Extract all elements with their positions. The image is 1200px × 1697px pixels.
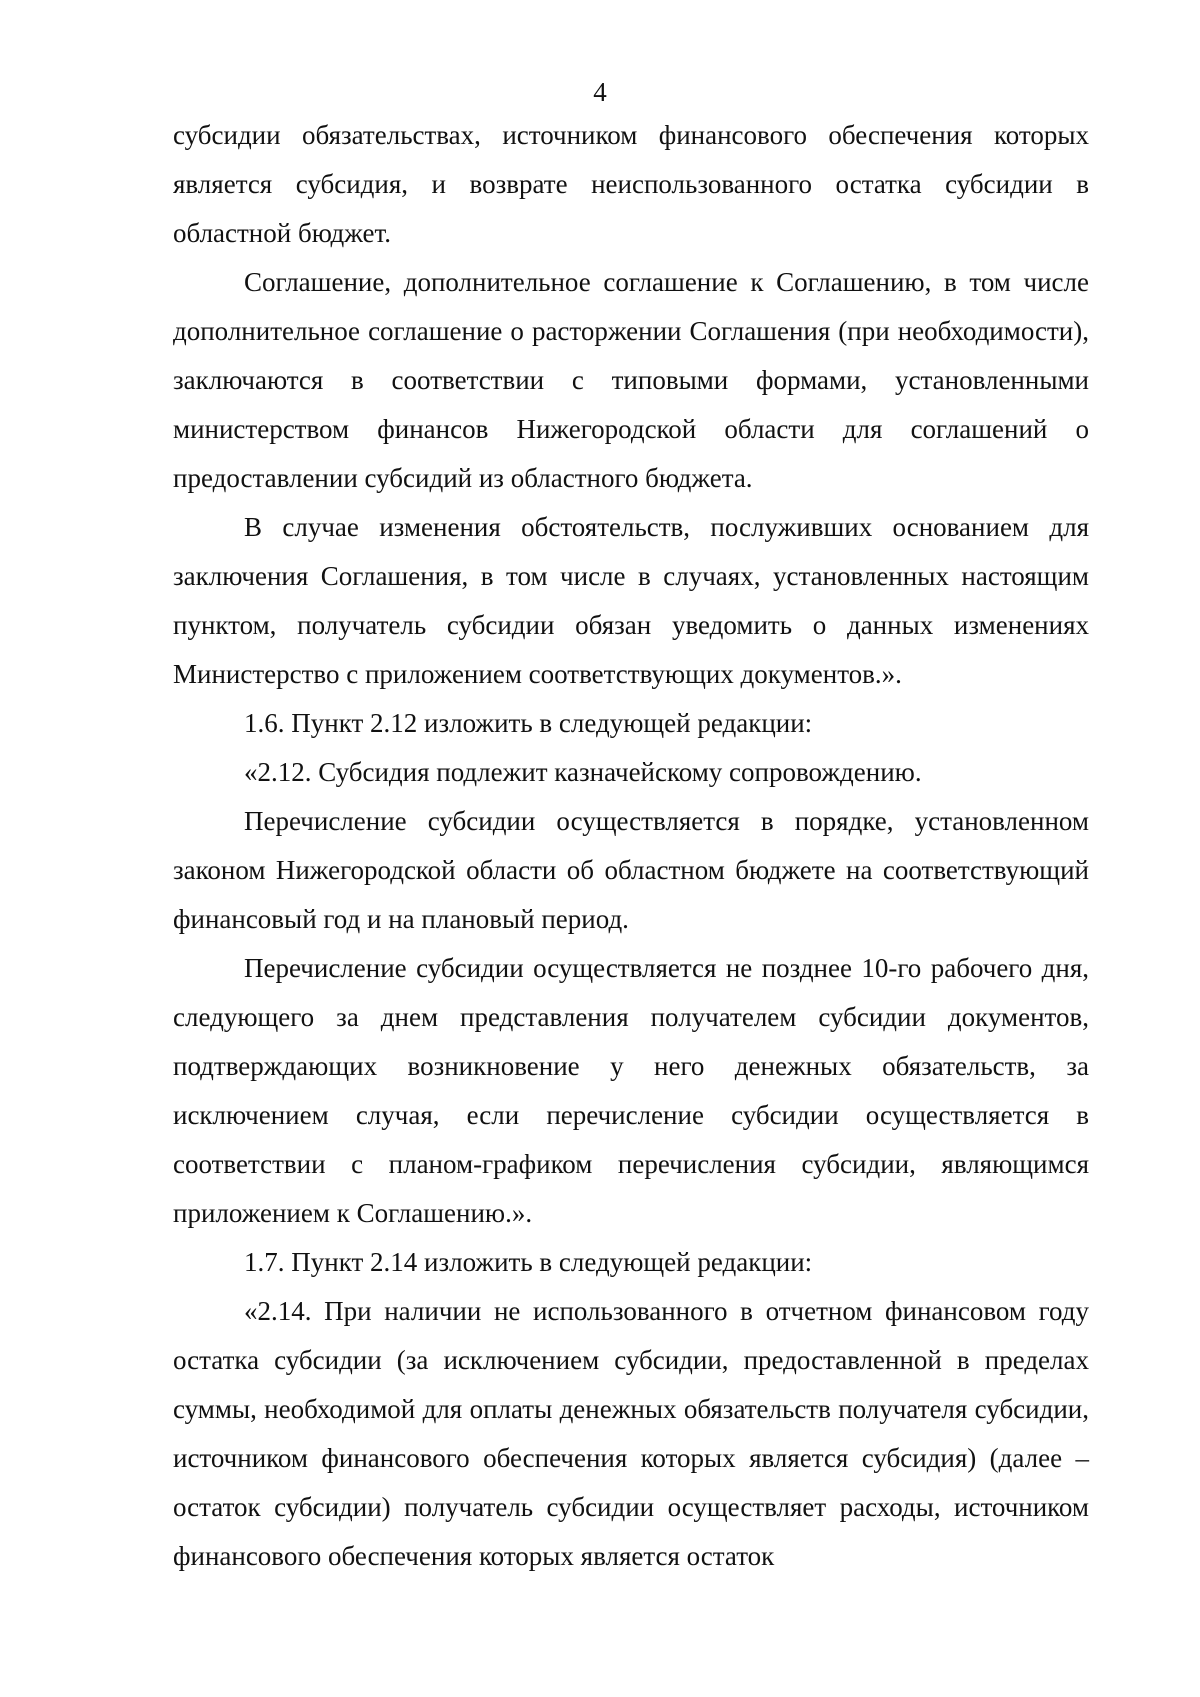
page-number: 4 [593,77,607,107]
paragraph-circumstances-change: В случае изменения обстоятельств, послуживших основанием для заключения Соглашения, в том числе в случаях, установленных настоящим пунктом, получатель субсидии обязан уведомить о данных изменениях Министерство с приложением соответствующих документов.». [173,512,1089,689]
paragraph-amendment-1-7: 1.7. Пункт 2.14 изложить в следующей редакции: [244,1247,813,1277]
paragraph-transfer-deadline: Перечисление субсидии осуществляется не позднее 10-го рабочего дня, следующего за днем представления получателем субсидии документов, подтверждающих возникновение у него денежных обязательств, за исключением случая, если перечисление субсидии осуществляется в соответствии с планом-графиком перечисления субсидии, являющимся приложением к Соглашению.». [173,953,1089,1228]
paragraph-clause-2-14: «2.14. При наличии не использованного в отчетном финансовом году остатка субсидии (за исключением субсидии, предоставленной в пределах суммы, необходимой для оплаты денежных обязательств получателя субсидии, источником финансового обеспечения которых является субсидия) (далее – остаток субсидии) получатель субсидии осуществляет расходы, источником финансового обеспечения которых является остаток [173,1296,1089,1571]
paragraph-continuation: субсидии обязательствах, источником финансового обеспечения которых является субсидия, и возврате неиспользованного остатка субсидии в областной бюджет. [173,120,1089,248]
paragraph-clause-2-12: «2.12. Субсидия подлежит казначейскому сопровождению. [244,757,922,787]
document-body [173,111,1089,1581]
paragraph-agreement-forms: Соглашение, дополнительное соглашение к Соглашению, в том числе дополнительное соглашение о расторжении Соглашения (при необходимости), заключаются в соответствии с типовыми формами, установленными министерством финансов Нижегородской области для соглашений о предоставлении субсидий из областного бюджета. [173,267,1089,493]
paragraph-amendment-1-6: 1.6. Пункт 2.12 изложить в следующей редакции: [244,708,813,738]
paragraph-transfer-procedure: Перечисление субсидии осуществляется в порядке, установленном законом Нижегородской области об областном бюджете на соответствующий финансовый год и на плановый период. [173,806,1089,934]
